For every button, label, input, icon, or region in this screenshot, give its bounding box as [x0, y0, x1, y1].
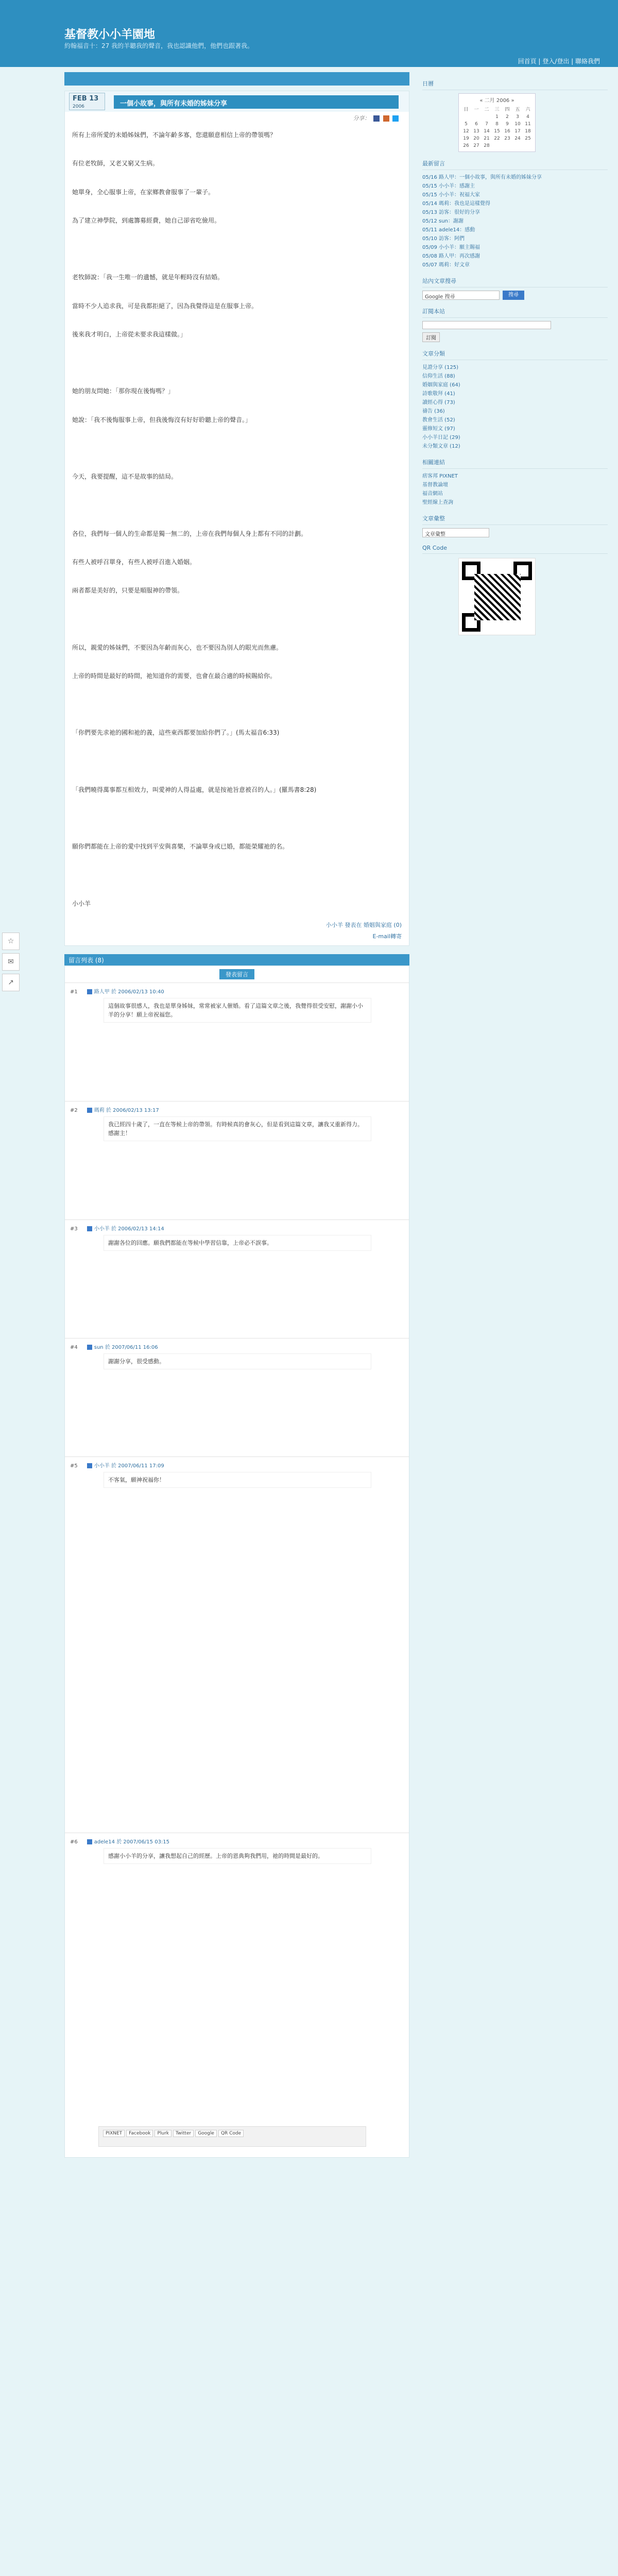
recent-comment-item[interactable]: 05/07 瑪莉：好文章: [422, 262, 470, 268]
category-item[interactable]: 婚姻與家庭 (64): [422, 382, 460, 388]
archive-select[interactable]: 文章彙整: [422, 528, 489, 537]
comment-item: [65, 1101, 409, 1219]
search-title: 站內文章搜尋: [422, 275, 608, 287]
recent-comments-title: 最新留言: [422, 157, 608, 170]
comment-number: #1: [70, 989, 78, 995]
share-button[interactable]: Plurk: [154, 2130, 171, 2137]
search-input[interactable]: Google 搜尋: [422, 291, 500, 300]
comment-body: 不客氣，願神祝福你！: [104, 1472, 371, 1488]
comment-item: [65, 1456, 409, 1833]
comment-body: 我已經四十歲了，一直在等候上帝的帶領。有時候真的會灰心，但是看到這篇文章，讓我又重新得力。感謝主！: [104, 1116, 371, 1141]
article-paragraph: 所有上帝所愛的未婚姊妹們，不論年齡多寡，您還願意相信上帝的帶領嗎？: [72, 131, 277, 139]
share-icon[interactable]: ↗: [2, 974, 20, 991]
user-icon: [87, 1108, 92, 1113]
qr-code-image: [458, 558, 536, 635]
email-forward-link[interactable]: E-mail轉寄: [372, 933, 402, 940]
calendar-day[interactable]: 8: [495, 122, 499, 127]
comment-body: 感謝小小羊的分享，讓我想起自己的經歷。上帝的恩典夠我們用，祂的時間是最好的。: [104, 1848, 371, 1864]
comment-number: #3: [70, 1226, 78, 1232]
link-item[interactable]: 痞客邦 PIXNET: [422, 473, 458, 479]
comment-author[interactable]: 小小羊 於 2007/06/11 17:09: [94, 1463, 164, 1469]
article-header: [65, 91, 409, 112]
recent-comment-item[interactable]: 05/13 訪客：很好的分享: [422, 210, 480, 215]
calendar-day[interactable]: 3: [516, 114, 519, 120]
subscribe-input[interactable]: [422, 321, 551, 329]
article-paragraph: 有位老牧師，又老又窮又生病。: [72, 160, 159, 167]
share-button[interactable]: PIXNET: [103, 2130, 125, 2137]
comment-header: [70, 1224, 404, 1232]
category-item[interactable]: 教會生活 (52): [422, 417, 455, 423]
comments-list: [64, 965, 409, 2158]
recent-comment-item[interactable]: 05/11 adele14：感動: [422, 227, 475, 233]
link-item[interactable]: 福音網站: [422, 491, 443, 497]
date-year: 2006: [73, 104, 84, 109]
comment-author[interactable]: 小小羊 於 2006/02/13 14:14: [94, 1226, 164, 1232]
search-box: [422, 291, 608, 300]
article-paragraph: 各位，我們每一個人的生命都是獨一無二的，上帝在我們每個人身上都有不同的計劃。: [72, 530, 307, 537]
twitter-icon[interactable]: [392, 115, 399, 122]
add-comment-area: [65, 966, 409, 982]
comment-item: [65, 1338, 409, 1456]
calendar-day[interactable]: 24: [514, 136, 521, 141]
calendar-day[interactable]: 5: [465, 122, 468, 127]
calendar-day: [523, 142, 533, 149]
recent-comment-item[interactable]: 05/15 小小羊：感謝主: [422, 183, 475, 189]
calendar-weekday: 二: [484, 107, 489, 112]
plurk-icon[interactable]: [383, 115, 389, 122]
article-paragraph: 當時不少人追求我，可是我都拒絕了，因為我覺得這是在服事上帝。: [72, 302, 258, 310]
category-item[interactable]: 未分類文章 (12): [422, 444, 460, 449]
search-button[interactable]: 搜尋: [503, 291, 524, 300]
calendar-weekday: 一: [474, 107, 479, 112]
comment-header: [70, 1106, 404, 1113]
article-paragraph: 後來我才明白，上帝從未要求我這樣做。」: [72, 330, 187, 338]
recent-comment-item[interactable]: 05/12 sun：謝謝: [422, 218, 464, 224]
recent-comments-list: [422, 173, 608, 269]
comment-header: [70, 1343, 404, 1350]
comment-author[interactable]: sun 於 2007/06/11 16:06: [94, 1345, 158, 1350]
recent-comment-item[interactable]: 05/09 小小羊：願主賜福: [422, 245, 480, 250]
article-paragraph: [72, 444, 402, 453]
bookmark-icon[interactable]: ☆: [2, 933, 20, 950]
author-line[interactable]: 小小羊 發表在 婚姻與家庭 (0): [325, 922, 402, 928]
category-item[interactable]: 小小羊日記 (29): [422, 435, 460, 440]
calendar-day[interactable]: 26: [463, 143, 469, 148]
links-title: 相關連結: [422, 456, 608, 469]
category-item[interactable]: 禱告 (36): [422, 409, 445, 414]
top-bar: [64, 72, 409, 86]
header-links[interactable]: 回首頁 | 登入/登出 | 聯絡我們: [518, 58, 600, 65]
comment-number: #5: [70, 1463, 78, 1469]
link-item[interactable]: 基督教論壇: [422, 482, 448, 488]
comment-number: #6: [70, 1839, 78, 1845]
share-button[interactable]: QR Code: [218, 2130, 244, 2137]
calendar-day[interactable]: 11: [525, 122, 531, 127]
archive-title: 文章彙整: [422, 512, 608, 525]
article-paragraph: 為了建立神學院，到處籌募經費，她自己卻省吃儉用。: [72, 216, 221, 224]
user-icon: [87, 1839, 92, 1844]
calendar-weekday: 日: [464, 107, 469, 112]
site-title[interactable]: 基督教小小羊園地: [64, 28, 156, 41]
calendar-header[interactable]: « 二月 2006 »: [479, 98, 514, 104]
calendar-day[interactable]: 18: [525, 129, 531, 134]
calendar-day[interactable]: 20: [473, 136, 479, 141]
calendar-day[interactable]: 1: [495, 114, 499, 120]
calendar-day[interactable]: 25: [525, 136, 531, 141]
calendar-weekday: 六: [525, 107, 530, 112]
calendar-day[interactable]: 23: [504, 136, 510, 141]
comment-number: #2: [70, 1108, 78, 1113]
comment-header: [70, 987, 404, 995]
category-item[interactable]: 靈修短文 (97): [422, 426, 455, 432]
user-icon: [87, 1463, 92, 1468]
comment-item: [65, 982, 409, 1101]
categories-title: 文章分類: [422, 347, 608, 360]
calendar-day: [471, 113, 482, 121]
article-paragraph: 願你們都能在上帝的愛中找到平安與喜樂，不論單身或已婚，都能榮耀祂的名。: [72, 843, 289, 851]
article-paragraph: 所以，親愛的姊妹們，不要因為年齡而灰心，也不要因為別人的眼光而焦慮。: [72, 643, 283, 651]
calendar-day[interactable]: 15: [494, 129, 500, 134]
links-list: [422, 472, 608, 507]
article-paragraph: 兩者都是美好的，只要是順服神的帶領。: [72, 587, 184, 594]
main-column: [64, 72, 409, 2158]
article-paragraph: 老牧師說：「我一生唯一的遺憾，就是年輕時沒有結婚。: [72, 274, 224, 281]
recent-comment-item[interactable]: 05/16 路人甲：一個小故事，與所有未婚的姊妹分享: [422, 175, 542, 180]
user-icon: [87, 1345, 92, 1350]
user-icon: [87, 989, 92, 994]
qr-title: QR Code: [422, 543, 608, 554]
mail-icon[interactable]: ✉: [2, 953, 20, 971]
date-month: FEB 13: [73, 95, 99, 103]
comment-author[interactable]: 瑪莉 於 2006/02/13 13:17: [94, 1108, 159, 1113]
comment-body: 這個故事很感人，我也是單身姊妹，常常被家人催婚。看了這篇文章之後，我覺得很受安慰，謝謝小小羊的分享！願上帝祝福您。: [104, 998, 371, 1023]
category-item[interactable]: 讀經心得 (73): [422, 400, 455, 405]
article-paragraph: 上帝的時間是最好的時間，祂知道你的需要，也會在最合適的時候賜給你。: [72, 672, 277, 680]
bottom-share-panel: [98, 2126, 366, 2147]
calendar-day[interactable]: 22: [494, 136, 500, 141]
calendar-day[interactable]: 12: [463, 129, 469, 134]
calendar-day: [502, 142, 512, 149]
article-paragraph: 她單身，全心服事上帝，在家鄉教會服事了一輩子。: [72, 188, 215, 196]
facebook-icon[interactable]: [373, 115, 380, 122]
add-comment-button[interactable]: 發表留言: [219, 969, 254, 979]
date-badge: [69, 93, 105, 110]
share-button[interactable]: Twitter: [173, 2130, 194, 2137]
article-paragraph: 小小羊: [72, 900, 91, 907]
calendar-day[interactable]: 13: [473, 129, 479, 134]
site-subtitle: 約翰福音十：27 我的羊聽我的聲音，我也認識他們，他們也跟著我。: [64, 42, 254, 49]
calendar: [458, 93, 536, 152]
recent-comment-item[interactable]: 05/08 路人甲：再次感謝: [422, 253, 480, 259]
calendar-day[interactable]: 4: [526, 114, 529, 120]
article-paragraph: [72, 700, 402, 709]
user-icon: [87, 1226, 92, 1231]
calendar-grid: [461, 105, 533, 149]
article-paragraph: [72, 757, 402, 766]
comment-item: [65, 1833, 409, 2121]
calendar-day[interactable]: 2: [506, 114, 509, 120]
share-button[interactable]: Google: [195, 2130, 217, 2137]
share-button[interactable]: Facebook: [126, 2130, 153, 2137]
categories-list: [422, 363, 608, 451]
share-buttons-row: [99, 2127, 366, 2140]
comment-body: 謝謝分享，很受感動。: [104, 1353, 371, 1369]
calendar-weekday: 四: [505, 107, 510, 112]
article-paragraph: [72, 500, 402, 510]
comment-items: [65, 982, 409, 2121]
calendar-day: [492, 142, 502, 149]
calendar-day: [461, 113, 471, 121]
subscribe-button[interactable]: 訂閱: [422, 332, 440, 342]
calendar-day[interactable]: 21: [484, 136, 490, 141]
subscribe-title: 訂閱本站: [422, 305, 608, 318]
comment-body: 謝謝各位的回應。願我們都能在等候中學習信靠，上帝必不誤事。: [104, 1235, 371, 1251]
article-paragraph: 有些人被呼召單身，有些人被呼召進入婚姻。: [72, 558, 196, 566]
category-item[interactable]: 信仰生活 (88): [422, 374, 455, 379]
article-paragraph: 她的朋友問她：「那你現在後悔嗎？」: [72, 387, 175, 395]
comment-item: [65, 1219, 409, 1338]
calendar-day[interactable]: 6: [475, 122, 478, 127]
sidebar: [422, 72, 608, 635]
category-item[interactable]: 見證分享 (125): [422, 365, 459, 370]
article-card: [64, 91, 409, 946]
comment-header: [70, 1461, 404, 1469]
article-paragraph: [72, 871, 402, 880]
article-title[interactable]: 一個小故事，與所有未婚的姊妹分享: [114, 95, 399, 109]
article-paragraph: [72, 358, 402, 367]
calendar-day: [482, 113, 492, 121]
share-bar: [65, 114, 409, 125]
comment-number: #4: [70, 1345, 78, 1350]
calendar-day[interactable]: 9: [506, 122, 509, 127]
comment-author[interactable]: adele14 於 2007/06/15 03:15: [94, 1839, 170, 1845]
recent-comment-item[interactable]: 05/14 瑪莉：我也是這樣覺得: [422, 201, 490, 207]
calendar-day[interactable]: 16: [504, 129, 510, 134]
share-label: 分享：: [353, 115, 370, 122]
calendar-day: [512, 142, 523, 149]
comment-author[interactable]: 路人甲 於 2006/02/13 10:40: [94, 989, 164, 995]
calendar-title: 日曆: [422, 77, 608, 90]
calendar-day[interactable]: 10: [514, 122, 521, 127]
recent-comment-item[interactable]: 05/15 小小羊：祝福大家: [422, 192, 480, 198]
calendar-day[interactable]: 14: [484, 129, 490, 134]
left-toolbar: [2, 933, 21, 994]
comment-header: [70, 1837, 404, 1845]
link-item[interactable]: 聖經線上查詢: [422, 500, 453, 505]
article-body: [65, 125, 409, 919]
calendar-day[interactable]: 17: [514, 129, 521, 134]
site-header: [0, 0, 618, 67]
article-paragraph: 「你們要先求祂的國和祂的義，這些東西都要加給你們了。」(馬太福音6:33): [72, 729, 280, 737]
calendar-day[interactable]: 28: [484, 143, 490, 148]
article-paragraph: [72, 244, 402, 253]
category-item[interactable]: 詩歌敬拜 (41): [422, 391, 455, 397]
calendar-day[interactable]: 27: [473, 143, 479, 148]
recent-comment-item[interactable]: 05/10 訪客：阿們: [422, 236, 465, 242]
article-paragraph: 她說：「我不後悔服事上帝，但我後悔沒有好好聆聽上帝的聲音。」: [72, 416, 252, 423]
article-paragraph: 「我們曉得萬事都互相效力，叫愛神的人得益處，就是按祂旨意被召的人。」(羅馬書8:28): [72, 786, 317, 793]
calendar-day[interactable]: 7: [485, 122, 488, 127]
calendar-day[interactable]: 19: [463, 136, 469, 141]
calendar-weekday: 三: [494, 107, 500, 112]
article-paragraph: [72, 814, 402, 823]
article-paragraph: [72, 614, 402, 623]
article-paragraph: 今天，我要提醒，這不是故事的結局。: [72, 473, 178, 480]
comments-bar[interactable]: 留言列表 (8): [64, 954, 409, 965]
calendar-weekday: 五: [515, 107, 520, 112]
